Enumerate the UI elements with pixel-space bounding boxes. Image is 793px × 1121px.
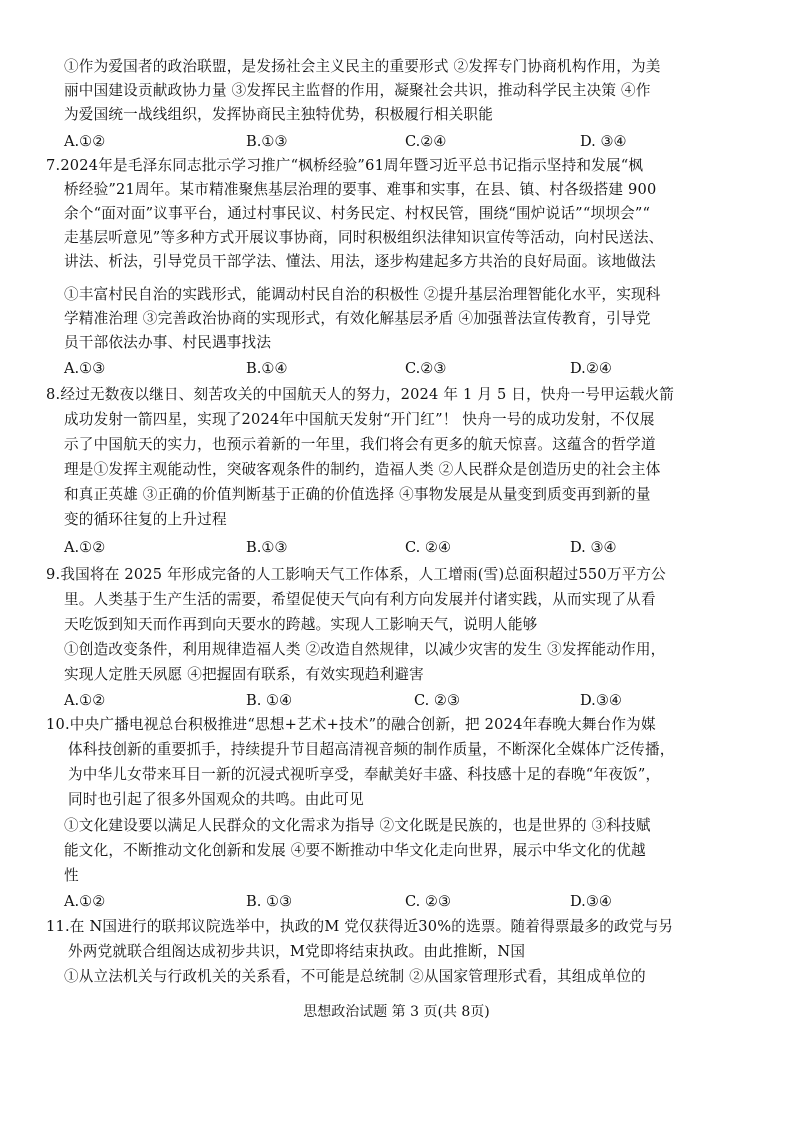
q7-line-1: 7.2024年是毛泽东同志批示学习推广“枫桥经验”61周年暨习近平总书记指示坚持和发展“枫 [46,157,644,174]
q8-line-1: 8.经过无数夜以继日、刻苦攻关的中国航天人的努力，2024 年 1 月 5 日，快舟一号甲运载火箭 [46,386,675,403]
q9-line-4: ①创造改变条件，利用规律造福人类 ②改造自然规律，以减少灾害的发生 ③发挥能动作用， [64,641,666,658]
q6-line-3: 为爱国统一战线组织，发挥协商民主独特优势，积极履行相关职能 [64,106,494,123]
q8-line-2: 成功发射一箭四星，实现了2024年中国航天发射“开门红”！ 快舟一号的成功发射，不仅展 [64,411,655,428]
q9-option-a: A.①② [64,692,106,709]
q7-line-8: 员干部依法办事、村民遇事找法 [64,334,272,351]
q7-line-6: ①丰富村民自治的实践形式，能调动村民自治的积极性 ②提升基层治理智能化水平，实现科 [64,286,661,303]
q8-line-5: 和真正英雄 ③正确的价值判断基于正确的价值选择 ④事物发展是从量变到质变再到新的量 [64,486,651,503]
q8-option-a: A.①② [64,539,106,556]
q7-option-d: D.②④ [570,360,612,377]
q9-line-2: 里。人类基于生产生活的需要，希望促使天气向有利方向发展并付诸实践，从而实现了从看 [64,591,656,608]
q8-option-d: D. ③④ [570,539,617,556]
q6-line-1: ①作为爱国者的政治联盟，是发扬社会主义民主的重要形式 ②发挥专门协商机构作用，为美 [64,58,661,75]
q11-line-1: 11.在 N国进行的联邦议院选举中，执政的M 党仅获得近30%的选票。随着得票最多的政党与另 [46,918,674,935]
q8-option-b: B.①③ [246,539,288,556]
q6-option-c: C.②④ [405,133,447,150]
q7-line-3: 余个“面对面”议事平台，通过村事民议、村务民定、村权民管，围绕“围炉说话”“坝坝会”“ [64,205,651,222]
q9-option-d: D.③④ [580,692,622,709]
q10-line-4: 同时也引起了很多外国观众的共鸣。由此可见 [68,791,364,808]
q11-line-3: ①从立法机关与行政机关的关系看，不可能是总统制 ②从国家管理形式看，其组成单位的 [64,968,646,985]
q7-line-7: 学精准治理 ③完善政治协商的实现形式，有效化解基层矛盾 ④加强普法宣传教育，引导党 [64,310,651,327]
q10-option-a: A.①② [64,893,106,910]
q7-line-4: 走基层听意见”等多种方式开展议事协商，同时积极组织法律知识宣传等活动，向村民送法、 [64,229,664,246]
q8-line-3: 示了中国航天的实力，也预示着新的一年里，我们将会有更多的航天惊喜。这蕴含的哲学道 [64,436,656,453]
q7-line-2: 桥经验”21周年。某市精准聚焦基层治理的要事、难事和实事，在县、镇、村各级搭建 900 [64,181,657,198]
q8-line-4: 理是①发挥主观能动性，突破客观条件的制约，造福人类 ②人民群众是创造历史的社会主体 [64,461,661,478]
q6-option-a: A.①② [64,133,106,150]
q6-line-2: 丽中国建设贡献政协力量 ③发挥民主监督的作用，凝聚社会共识，推动科学民主决策 ④作 [64,82,651,99]
page-footer: 思想政治试题 第 3 页(共 8页) [303,1004,490,1020]
q10-option-d: D.③④ [570,893,612,910]
q10-line-3: 为中华儿女带来耳目一新的沉浸式视听享受，奉献美好丰盛、科技感十足的春晚“年夜饭”， [68,766,661,783]
q9-option-b: B. ①④ [246,692,293,709]
q10-line-5: ①文化建设要以满足人民群众的文化需求为指导 ②文化既是民族的，也是世界的 ③科技赋 [64,817,651,834]
q11-line-2: 外两党就联合组阁达成初步共识，M党即将结束执政。由此推断，N国 [68,943,526,960]
q9-option-c: C. ②③ [414,692,461,709]
q7-option-c: C.②③ [405,360,447,377]
q7-option-b: B.①④ [246,360,288,377]
q10-option-b: B. ①③ [246,893,293,910]
q7-line-5: 讲法、析法，引导党员干部学法、懂法、用法，逐步构建起多方共治的良好局面。该地做法 [64,253,656,270]
q7-option-a: A.①③ [64,360,106,377]
q10-line-6: 能文化，不断推动文化创新和发展 ④要不断推动中华文化走向世界，展示中华文化的优越 [64,842,646,859]
q9-line-3: 天吃饭到知天而作再到向天要水的跨越。实现人工影响天气，说明人能够 [64,616,538,633]
q10-line-2: 体科技创新的重要抓手，持续提升节目超高清视音频的制作质量，不断深化全媒体广泛传播， [68,741,675,758]
q8-line-6: 变的循环往复的上升过程 [64,511,227,528]
q6-option-b: B.①③ [246,133,288,150]
q10-option-c: C. ②③ [405,893,452,910]
q10-line-7: 性 [64,867,79,884]
q9-line-5: 实现人定胜天夙愿 ④把握固有联系，有效实现趋利避害 [64,666,424,683]
q9-line-1: 9.我国将在 2025 年形成完备的人工影响天气工作体系，人工增雨(雪)总面积超过550万平方公 [46,566,666,583]
q8-option-c: C. ②④ [405,539,452,556]
q6-option-d: D. ③④ [580,133,627,150]
q10-line-1: 10.中央广播电视总台积极推进“思想+艺术+技术”的融合创新，把 2024年春晚大舞台作为媒 [46,716,656,733]
